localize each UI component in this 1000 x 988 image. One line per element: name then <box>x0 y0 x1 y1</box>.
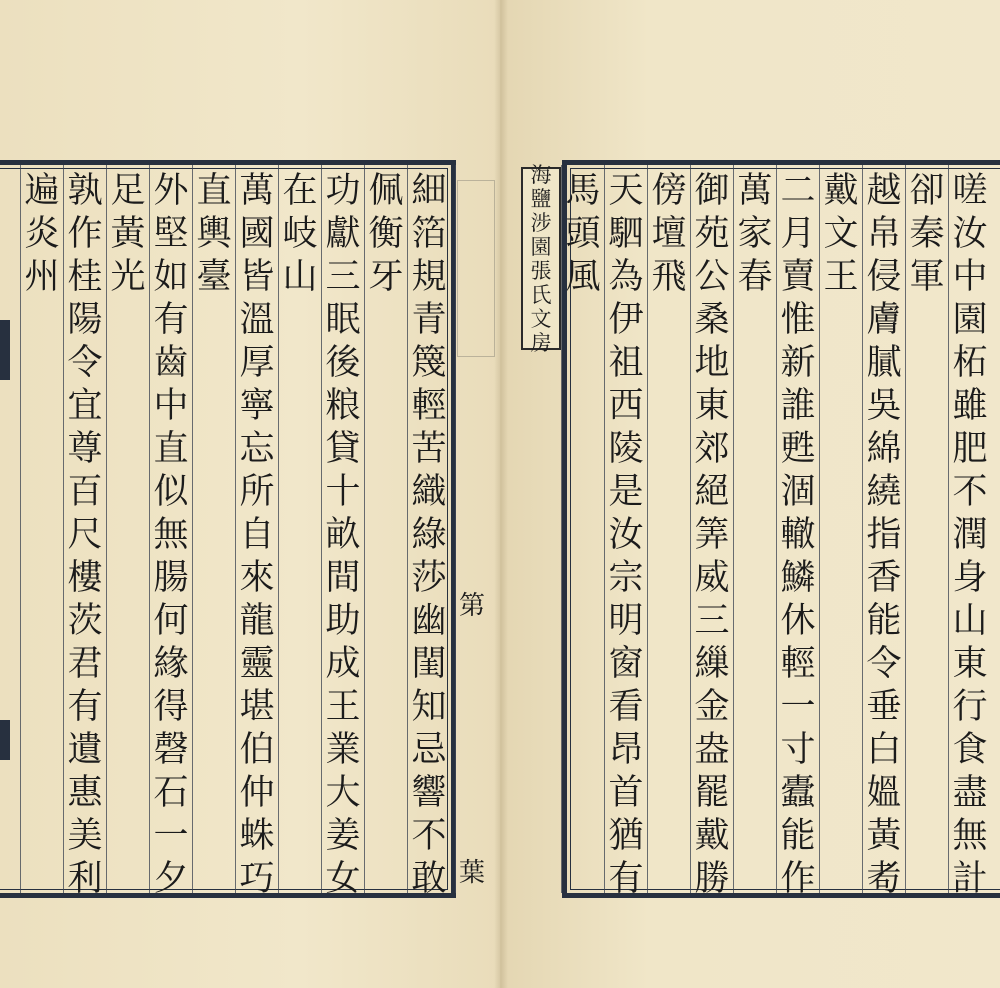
glyph: 賣 <box>780 257 816 297</box>
glyph: 寸 <box>780 730 816 770</box>
right-column-rule <box>733 165 734 893</box>
glyph: 戴 <box>694 816 730 856</box>
left-column-rule <box>364 165 365 893</box>
right-column-rule <box>647 165 648 893</box>
glyph: 筭 <box>694 515 730 555</box>
right-column-rule <box>561 165 562 893</box>
left-column-3 <box>323 170 363 901</box>
glyph: 輿 <box>196 214 232 254</box>
glyph: 忘 <box>239 429 275 469</box>
right-column-rule <box>776 165 777 893</box>
glyph: 敢 <box>411 859 447 899</box>
glyph: 佩 <box>368 171 404 211</box>
glyph: 東 <box>694 386 730 426</box>
glyph: 無 <box>153 515 189 555</box>
glyph: 青 <box>411 300 447 340</box>
glyph: 衡 <box>368 214 404 254</box>
glyph: 郊 <box>694 429 730 469</box>
left-column-10 <box>22 170 62 299</box>
glyph: 是 <box>608 472 644 512</box>
glyph: 中 <box>952 257 988 297</box>
glyph: 磬 <box>153 730 189 770</box>
glyph: 涸 <box>780 472 816 512</box>
left-column-rule <box>20 165 21 893</box>
glyph: 蠹 <box>780 773 816 813</box>
right-column-9 <box>606 170 646 901</box>
glyph: 腸 <box>153 558 189 598</box>
glyph: 助 <box>325 601 361 641</box>
glyph: 後 <box>325 343 361 383</box>
glyph: 規 <box>411 257 447 297</box>
seal-glyph: 文 <box>530 306 552 331</box>
glyph: 昂 <box>608 730 644 770</box>
glyph: 作 <box>780 859 816 899</box>
glyph: 潤 <box>952 515 988 555</box>
glyph: 美 <box>67 816 103 856</box>
glyph: 響 <box>411 773 447 813</box>
glyph: 東 <box>952 644 988 684</box>
left-column-1 <box>409 170 449 901</box>
glyph: 汝 <box>952 214 988 254</box>
left-column-rule <box>321 165 322 893</box>
glyph: 畝 <box>325 515 361 555</box>
glyph: 似 <box>153 472 189 512</box>
glyph: 箔 <box>411 214 447 254</box>
glyph: 指 <box>866 515 902 555</box>
glyph: 所 <box>239 472 275 512</box>
glyph: 尺 <box>67 515 103 555</box>
glyph: 陵 <box>608 429 644 469</box>
glyph: 威 <box>694 558 730 598</box>
glyph: 十 <box>325 472 361 512</box>
glyph: 王 <box>823 257 859 297</box>
glyph: 有 <box>153 300 189 340</box>
seal-glyph: 園 <box>530 234 552 259</box>
glyph: 陽 <box>67 300 103 340</box>
glyph: 獻 <box>325 214 361 254</box>
glyph: 西 <box>608 386 644 426</box>
glyph: 溫 <box>239 300 275 340</box>
glyph: 大 <box>325 773 361 813</box>
left-column-6 <box>194 170 234 299</box>
glyph: 得 <box>153 687 189 727</box>
glyph: 新 <box>780 343 816 383</box>
left-column-rule <box>192 165 193 893</box>
glyph: 業 <box>325 730 361 770</box>
glyph: 不 <box>411 816 447 856</box>
book-spine <box>494 0 508 988</box>
glyph: 幽 <box>411 601 447 641</box>
glyph: 飛 <box>651 257 687 297</box>
glyph: 惠 <box>67 773 103 813</box>
glyph: 耇 <box>866 859 902 899</box>
glyph: 光 <box>110 257 146 297</box>
glyph: 龍 <box>239 601 275 641</box>
glyph: 王 <box>325 687 361 727</box>
glyph: 吳 <box>866 386 902 426</box>
glyph: 炎 <box>24 214 60 254</box>
glyph: 駟 <box>608 214 644 254</box>
glyph: 女 <box>325 859 361 899</box>
glyph: 臺 <box>196 257 232 297</box>
glyph: 國 <box>239 214 275 254</box>
glyph: 香 <box>866 558 902 598</box>
glyph: 汝 <box>608 515 644 555</box>
seal-glyph: 海 <box>530 162 552 187</box>
glyph: 寧 <box>239 386 275 426</box>
glyph: 山 <box>282 257 318 297</box>
glyph: 忌 <box>411 730 447 770</box>
glyph: 二 <box>780 171 816 211</box>
right-column-3 <box>864 170 904 901</box>
right-column-rule <box>819 165 820 893</box>
glyph: 有 <box>67 687 103 727</box>
seal-glyph: 涉 <box>530 210 552 235</box>
glyph: 石 <box>153 773 189 813</box>
right-column-rule <box>862 165 863 893</box>
left-column-8 <box>108 170 148 299</box>
glyph: 月 <box>780 214 816 254</box>
glyph: 能 <box>866 601 902 641</box>
glyph: 文 <box>823 214 859 254</box>
glyph: 令 <box>67 343 103 383</box>
glyph: 甦 <box>780 429 816 469</box>
right-column-8 <box>649 170 689 299</box>
glyph: 園 <box>952 300 988 340</box>
glyph: 樓 <box>67 558 103 598</box>
seal-glyph: 張 <box>530 258 552 283</box>
glyph: 戴 <box>823 171 859 211</box>
glyph: 盎 <box>694 730 730 770</box>
glyph: 萬 <box>737 171 773 211</box>
glyph: 孰 <box>67 171 103 211</box>
glyph: 自 <box>239 515 275 555</box>
glyph: 岐 <box>282 214 318 254</box>
glyph: 外 <box>153 171 189 211</box>
right-column-2 <box>907 170 947 299</box>
glyph: 遺 <box>67 730 103 770</box>
glyph: 尊 <box>67 429 103 469</box>
right-column-4 <box>821 170 861 299</box>
glyph: 雖 <box>952 386 988 426</box>
glyph: 金 <box>694 687 730 727</box>
glyph: 細 <box>411 171 447 211</box>
glyph: 春 <box>737 257 773 297</box>
glyph: 鱗 <box>780 558 816 598</box>
glyph: 仲 <box>239 773 275 813</box>
glyph: 壇 <box>651 214 687 254</box>
glyph: 令 <box>866 644 902 684</box>
glyph: 不 <box>952 472 988 512</box>
left-column-rule <box>407 165 408 893</box>
glyph: 直 <box>153 429 189 469</box>
glyph: 嗟 <box>952 171 988 211</box>
glyph: 家 <box>737 214 773 254</box>
glyph: 行 <box>952 687 988 727</box>
glyph: 有 <box>608 859 644 899</box>
glyph: 莎 <box>411 558 447 598</box>
left-column-9 <box>65 170 105 901</box>
glyph: 利 <box>67 859 103 899</box>
folio-label-top: 第 <box>458 591 485 621</box>
glyph: 巧 <box>239 859 275 899</box>
glyph: 侵 <box>866 257 902 297</box>
glyph: 牙 <box>368 257 404 297</box>
right-column-rule <box>905 165 906 893</box>
glyph: 功 <box>325 171 361 211</box>
glyph: 茨 <box>67 601 103 641</box>
glyph: 堅 <box>153 214 189 254</box>
glyph: 在 <box>282 171 318 211</box>
left-column-rule <box>149 165 150 893</box>
glyph: 山 <box>952 601 988 641</box>
glyph: 輕 <box>780 644 816 684</box>
glyph: 桂 <box>67 257 103 297</box>
glyph: 惟 <box>780 300 816 340</box>
glyph: 越 <box>866 171 902 211</box>
glyph: 一 <box>153 816 189 856</box>
left-column-2 <box>366 170 406 299</box>
glyph: 垂 <box>866 687 902 727</box>
glyph: 堪 <box>239 687 275 727</box>
glyph: 如 <box>153 257 189 297</box>
glyph: 何 <box>153 601 189 641</box>
glyph: 綿 <box>866 429 902 469</box>
glyph: 州 <box>24 257 60 297</box>
glyph: 緣 <box>153 644 189 684</box>
glyph: 白 <box>866 730 902 770</box>
glyph: 三 <box>694 601 730 641</box>
glyph: 天 <box>608 171 644 211</box>
glyph: 窗 <box>608 644 644 684</box>
left-column-7 <box>151 170 191 901</box>
glyph: 伯 <box>239 730 275 770</box>
glyph: 絕 <box>694 472 730 512</box>
glyph: 黃 <box>866 816 902 856</box>
glyph: 足 <box>110 171 146 211</box>
glyph: 帛 <box>866 214 902 254</box>
folio-label-bottom: 葉 <box>458 858 485 888</box>
glyph: 身 <box>952 558 988 598</box>
glyph: 馬 <box>565 171 601 211</box>
glyph: 靈 <box>239 644 275 684</box>
left-column-4 <box>280 170 320 299</box>
left-column-rule <box>278 165 279 893</box>
glyph: 誰 <box>780 386 816 426</box>
glyph: 粮 <box>325 386 361 426</box>
glyph: 卻 <box>909 171 945 211</box>
right-column-6 <box>735 170 775 299</box>
glyph: 百 <box>67 472 103 512</box>
glyph: 篾 <box>411 343 447 383</box>
glyph: 首 <box>608 773 644 813</box>
right-column-7 <box>692 170 732 901</box>
glyph: 罷 <box>694 773 730 813</box>
glyph: 秦 <box>909 214 945 254</box>
glyph: 膚 <box>866 300 902 340</box>
glyph: 成 <box>325 644 361 684</box>
seal-glyph: 房 <box>530 330 552 355</box>
left-margin-mark-lower <box>0 720 10 760</box>
glyph: 一 <box>780 687 816 727</box>
glyph: 來 <box>239 558 275 598</box>
glyph: 君 <box>67 644 103 684</box>
glyph: 織 <box>411 472 447 512</box>
glyph: 肥 <box>952 429 988 469</box>
glyph: 苑 <box>694 214 730 254</box>
glyph: 黃 <box>110 214 146 254</box>
glyph: 媼 <box>866 773 902 813</box>
glyph: 風 <box>565 257 601 297</box>
glyph: 猶 <box>608 816 644 856</box>
left-column-rule <box>106 165 107 893</box>
left-column-rule <box>63 165 64 893</box>
glyph: 能 <box>780 816 816 856</box>
glyph: 為 <box>608 257 644 297</box>
glyph: 姜 <box>325 816 361 856</box>
glyph: 傍 <box>651 171 687 211</box>
collector-seal-label <box>521 162 561 355</box>
glyph: 轍 <box>780 515 816 555</box>
glyph: 夕 <box>153 859 189 899</box>
glyph: 休 <box>780 601 816 641</box>
right-column-5 <box>778 170 818 901</box>
glyph: 眠 <box>325 300 361 340</box>
glyph: 直 <box>196 171 232 211</box>
glyph: 繞 <box>866 472 902 512</box>
glyph: 宜 <box>67 386 103 426</box>
glyph: 知 <box>411 687 447 727</box>
glyph: 公 <box>694 257 730 297</box>
glyph: 綠 <box>411 515 447 555</box>
seal-glyph: 鹽 <box>530 186 552 211</box>
glyph: 作 <box>67 214 103 254</box>
glyph: 苦 <box>411 429 447 469</box>
glyph: 桑 <box>694 300 730 340</box>
left-margin-mark <box>0 320 10 380</box>
glyph: 明 <box>608 601 644 641</box>
glyph: 三 <box>325 257 361 297</box>
glyph: 齒 <box>153 343 189 383</box>
glyph: 看 <box>608 687 644 727</box>
right-column-rule <box>604 165 605 893</box>
glyph: 軍 <box>909 257 945 297</box>
glyph: 宗 <box>608 558 644 598</box>
glyph: 輕 <box>411 386 447 426</box>
glyph: 無 <box>952 816 988 856</box>
glyph: 閨 <box>411 644 447 684</box>
glyph: 厚 <box>239 343 275 383</box>
glyph: 膩 <box>866 343 902 383</box>
seal-glyph: 氏 <box>530 282 552 307</box>
glyph: 貸 <box>325 429 361 469</box>
glyph: 祖 <box>608 343 644 383</box>
left-column-5 <box>237 170 277 901</box>
right-column-10 <box>563 170 603 299</box>
right-column-rule <box>948 165 949 893</box>
glyph: 遍 <box>24 171 60 211</box>
glyph: 計 <box>952 859 988 899</box>
glyph: 地 <box>694 343 730 383</box>
glyph: 伊 <box>608 300 644 340</box>
center-fold-column <box>455 165 490 893</box>
glyph: 頭 <box>565 214 601 254</box>
glyph: 食 <box>952 730 988 770</box>
right-column-rule <box>690 165 691 893</box>
glyph: 勝 <box>694 859 730 899</box>
glyph: 柘 <box>952 343 988 383</box>
glyph: 蛛 <box>239 816 275 856</box>
glyph: 萬 <box>239 171 275 211</box>
right-column-1 <box>950 170 990 901</box>
left-column-rule <box>235 165 236 893</box>
glyph: 皆 <box>239 257 275 297</box>
glyph: 御 <box>694 171 730 211</box>
glyph: 繅 <box>694 644 730 684</box>
glyph: 盡 <box>952 773 988 813</box>
glyph: 間 <box>325 558 361 598</box>
glyph: 中 <box>153 386 189 426</box>
